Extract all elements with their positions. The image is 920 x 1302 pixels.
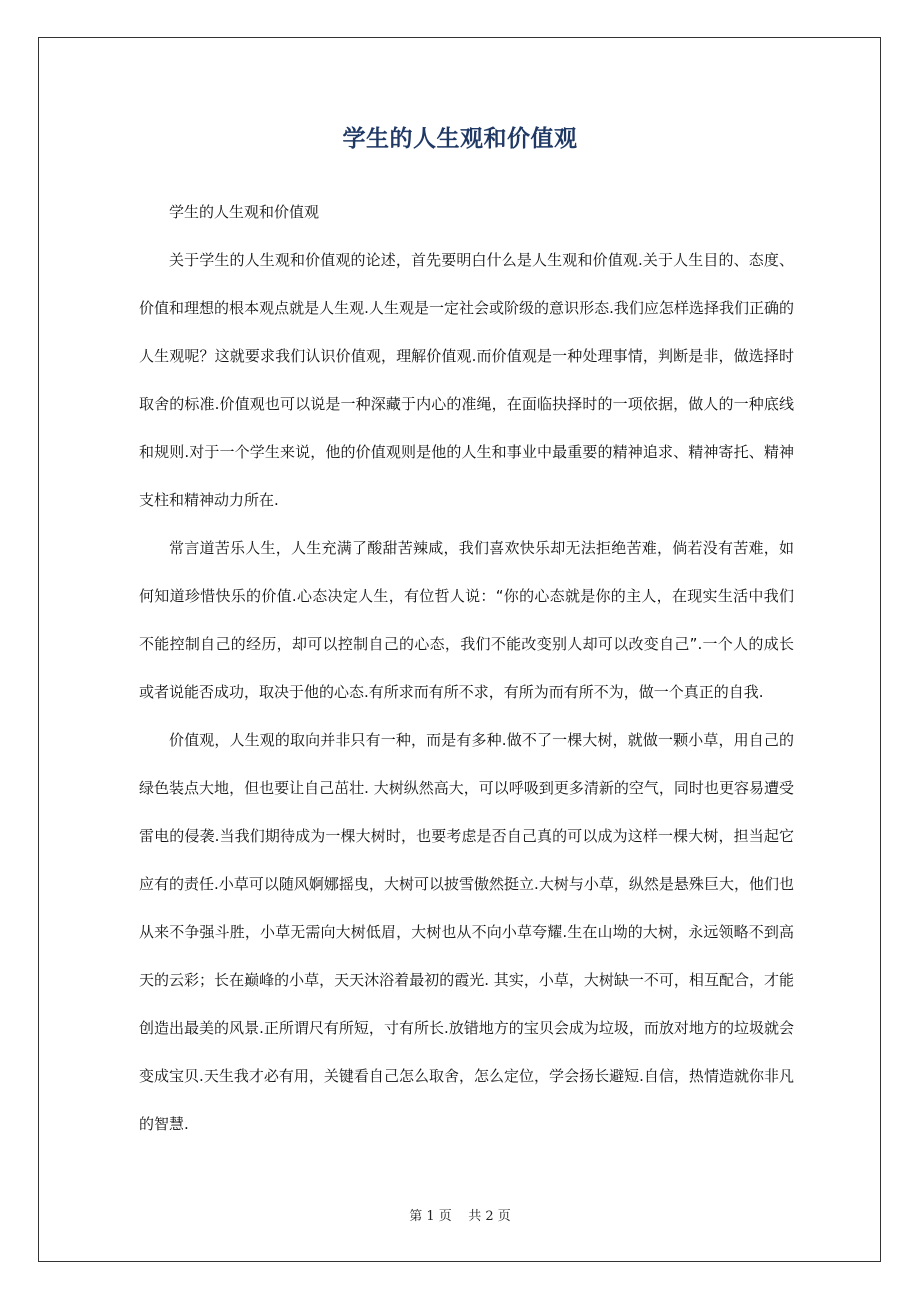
paragraph-tree-and-grass: 价值观，人生观的取向并非只有一种，而是有多种.做不了一棵大树，就做一颗小草，用自己的绿色装点大地，但也要让自己茁壮. 大树纵然高大，可以呼吸到更多清新的空气，同时也更容易遭受雷电的侵袭.当我们期待成为一棵大树时，也要考虑是否自己真的可以成为这样一棵大树，担当起它应有的责任.小草可以随风婀娜摇曳，大树可以披雪傲然挺立.大树与小草，纵然是悬殊巨大，他们也从来不争强斗胜，小草无需向大树低眉，大树也从不向小草夸耀.生在山坳的大树，永远领略不到高天的云彩；长在巅峰的小草，天天沐浴着最初的霞光. 其实，小草，大树缺一不可，相互配合，才能创造出最美的风景.正所谓尺有所短，寸有所长.放错地方的宝贝会成为垃圾，而放对地方的垃圾就会变成宝贝.天生我才必有用，关键看自己怎么取舍，怎么定位，学会扬长避短.自信，热情造就你非凡的智慧. [139, 731, 794, 1133]
paragraph-attitude: 常言道苦乐人生，人生充满了酸甜苦辣咸，我们喜欢快乐却无法拒绝苦难，倘若没有苦难，如何知道珍惜快乐的价值.心态决定人生，有位哲人说：“你的心态就是你的主人，在现实生活中我们不能控制自己的经历，却可以控制自己的心态，我们不能改变别人却可以改变自己”.一个人的成长或者说能否成功，取决于他的心态.有所求而有所不求，有所为而有所不为，做一个真正的自我. [139, 539, 794, 701]
document-title: 学生的人生观和价值观 [342, 126, 578, 152]
page-footer [0, 1205, 920, 1224]
page-number: 第 1 页 共 2 页 [409, 1209, 511, 1224]
document-body [139, 188, 794, 1148]
paragraph-definition: 关于学生的人生观和价值观的论述，首先要明白什么是人生观和价值观.关于人生目的、态度、价值和理想的根本观点就是人生观.人生观是一定社会或阶级的意识形态.我们应怎样选择我们正确的人生观呢？这就要求我们认识价值观，理解价值观.而价值观是一种处理事情，判断是非，做选择时取舍的标准.价值观也可以说是一种深藏于内心的准绳，在面临抉择时的一项依据，做人的一种底线和规则.对于一个学生来说，他的价值观则是他的人生和事业中最重要的精神追求、精神寄托、精神支柱和精神动力所在. [139, 251, 794, 509]
paragraph-subtitle: 学生的人生观和价值观 [169, 203, 320, 221]
